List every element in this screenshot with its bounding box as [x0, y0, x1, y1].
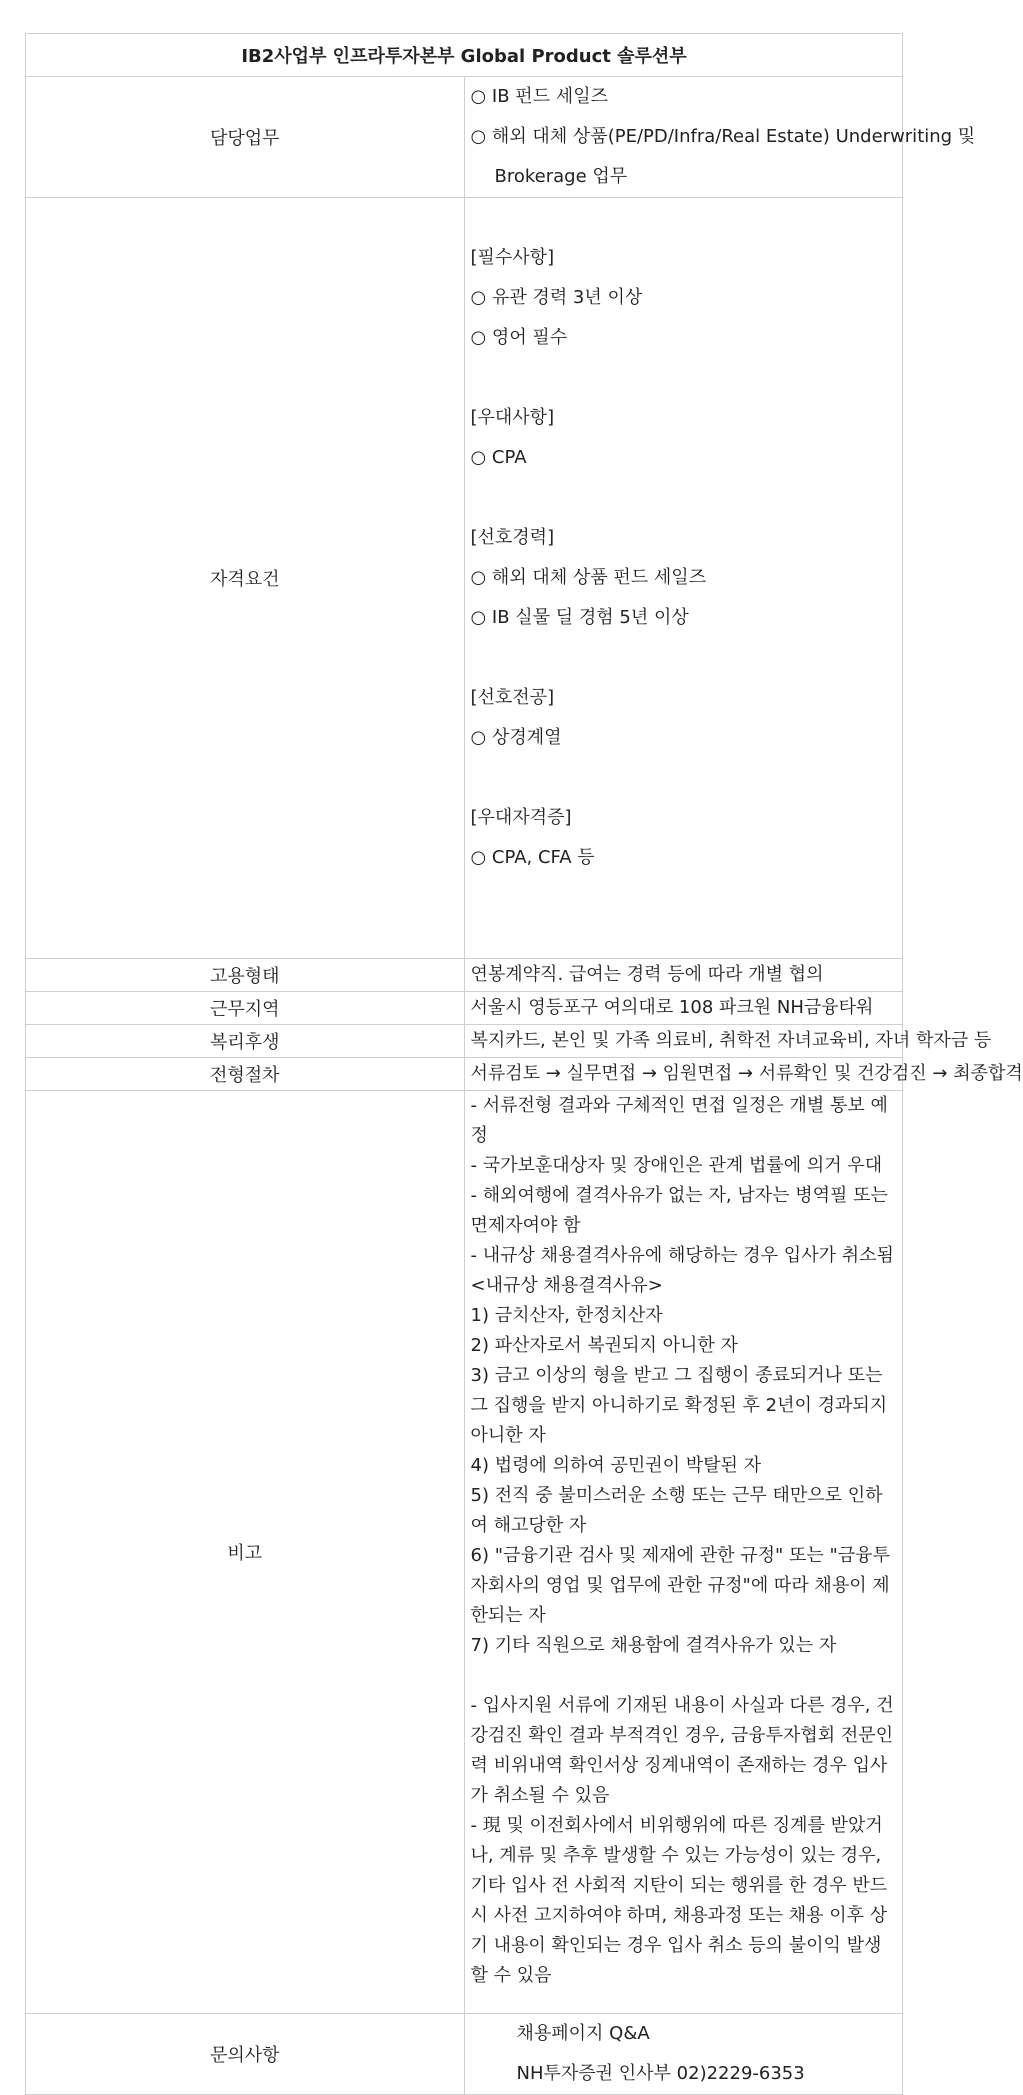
- note-line: 6) "금융기관 검사 및 제재에 관한 규정" 또는 "금융투자회사의 영업 및 업무에 관한 규정"에 따라 채용이 제한되는 자: [470, 1545, 890, 1626]
- note-line: 2) 파산자로서 복권되지 아니한 자: [470, 1335, 738, 1356]
- duties-label: 담당업무: [26, 77, 465, 198]
- note-line: - 現 및 이전회사에서 비위행위에 따른 징계를 받았거나, 계류 및 추후 발생할 수 있는 가능성이 있는 경우, 기타 입사 전 사회적 지탄이 되는 행위를 한 경우 반드시 사전 고지하여야 하며, 채용과정 또는 채용 이후 상기 내용이 확인되는 경우 입사 취소 등의 불이익 발생할 수 있음: [470, 1815, 888, 1986]
- contact-line: 채용페이지 Q&A: [516, 2023, 650, 2044]
- qualifications-label: 자격요건: [26, 198, 465, 959]
- duty-line: ○ IB 펀드 세일즈: [470, 86, 608, 107]
- note-line: 7) 기타 직원으로 채용함에 결격사유가 있는 자: [470, 1635, 837, 1656]
- required-item: ○ 영어 필수: [470, 327, 568, 348]
- note-line: 5) 전직 중 불미스러운 소행 또는 근무 태만으로 인하여 해고당한 자: [470, 1485, 883, 1536]
- contact-label: 문의사항: [26, 2014, 465, 2095]
- note-line: - 해외여행에 결격사유가 없는 자, 남자는 병역필 또는 면제자여야 함: [470, 1185, 888, 1236]
- note-line: 3) 금고 이상의 형을 받고 그 집행이 종료되거나 또는 그 집행을 받지 아니하기로 확정된 후 2년이 경과되지 아니한 자: [470, 1365, 888, 1446]
- major-header: [선호전공]: [470, 687, 555, 708]
- work-location-label: 근무지역: [26, 992, 465, 1025]
- employment-type-label: 고용형태: [26, 959, 465, 992]
- cert-item: ○ CPA, CFA 등: [470, 847, 595, 868]
- notes-content: [464, 1091, 903, 2014]
- experience-header: [선호경력]: [470, 527, 555, 548]
- note-line: 4) 법령에 의하여 공민권이 박탈된 자: [470, 1455, 762, 1476]
- employment-type-value: 연봉계약직. 급여는 경력 등에 따라 개별 협의: [470, 964, 824, 985]
- process-label: 전형절차: [26, 1058, 465, 1091]
- experience-item: ○ 해외 대체 상품 펀드 세일즈: [470, 567, 707, 588]
- process-value: 서류검토 → 실무면접 → 임원면접 → 서류확인 및 건강검진 → 최종합격: [470, 1063, 1023, 1084]
- note-line: - 국가보훈대상자 및 장애인은 관계 법률에 의거 우대: [470, 1155, 883, 1176]
- required-header: [필수사항]: [470, 247, 555, 268]
- required-item: ○ 유관 경력 3년 이상: [470, 287, 643, 308]
- note-line: 1) 금치산자, 한정치산자: [470, 1305, 663, 1326]
- cert-header: [우대자격증]: [470, 807, 572, 828]
- note-line: - 입사지원 서류에 기재된 내용이 사실과 다른 경우, 건강검진 확인 결과 부적격인 경우, 금융투자협회 전문인력 비위내역 확인서상 징계내역이 존재하는 경우 입사가 취소될 수 있음: [470, 1695, 894, 1806]
- note-line: <내규상 채용결격사유>: [470, 1275, 663, 1296]
- posting-title: IB2사업부 인프라투자본부 Global Product 솔루션부: [26, 34, 903, 77]
- note-blank-line: [471, 1661, 899, 1691]
- note-line: - 내규상 채용결격사유에 해당하는 경우 입사가 취소됨: [470, 1245, 894, 1266]
- benefits-label: 복리후생: [26, 1025, 465, 1058]
- duty-line: Brokerage 업무: [494, 166, 628, 187]
- work-location-value: 서울시 영등포구 여의대로 108 파크원 NH금융타워: [470, 997, 874, 1018]
- note-line: - 서류전형 결과와 구체적인 면접 일정은 개별 통보 예정: [470, 1095, 888, 1146]
- qualifications-content: [464, 198, 903, 959]
- preferred-header: [우대사항]: [470, 407, 555, 428]
- experience-item: ○ IB 실물 딜 경험 5년 이상: [470, 607, 689, 628]
- notes-label: 비고: [26, 1091, 465, 2014]
- benefits-value: 복지카드, 본인 및 가족 의료비, 취학전 자녀교육비, 자녀 학자금 등: [470, 1030, 992, 1051]
- duties-content: [464, 77, 976, 198]
- contact-content: [464, 2014, 903, 2095]
- major-item: ○ 상경계열: [470, 727, 562, 748]
- duty-line: ○ 해외 대체 상품(PE/PD/Infra/Real Estate) Underwriting 및: [470, 126, 976, 147]
- job-posting-table: [25, 33, 1023, 2095]
- contact-line: NH투자증권 인사부 02)2229-6353: [516, 2063, 805, 2084]
- preferred-item: ○ CPA: [470, 447, 527, 468]
